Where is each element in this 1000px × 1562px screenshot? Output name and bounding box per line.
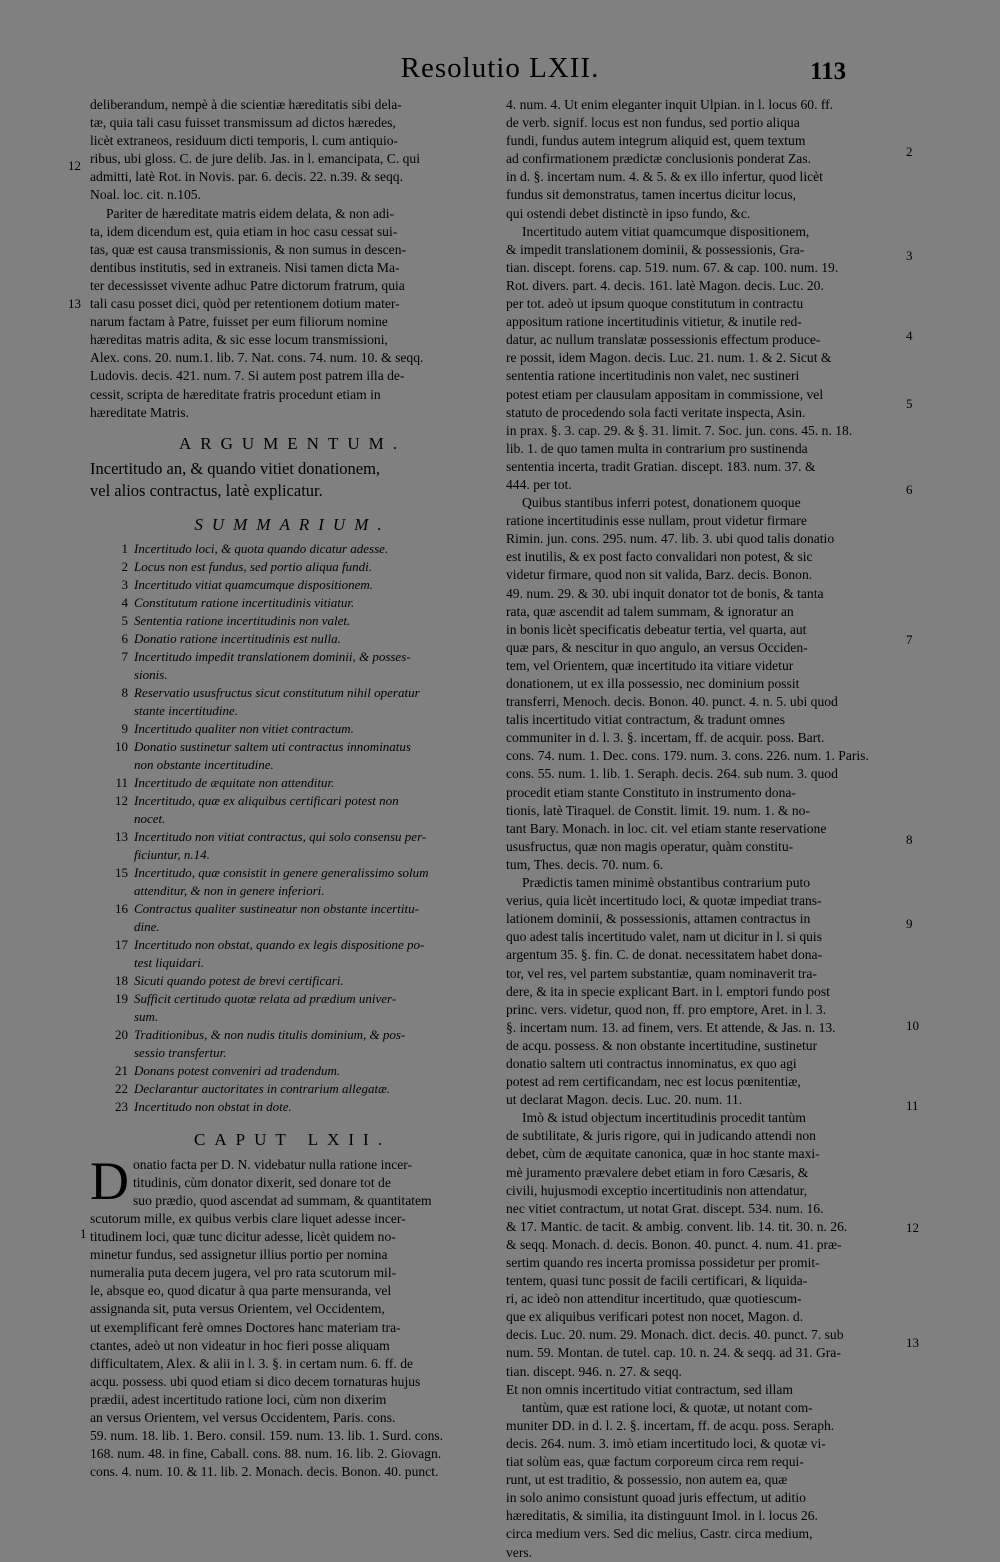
text-line: ut declarat Magon. decis. Luc. 20. num. 11. bbox=[506, 1092, 743, 1108]
summary-text: Donatio sustinetur saltem uti contractus innominatus bbox=[134, 738, 411, 754]
summary-text: Reservatio ususfructus sicut constitutum nihil operatur bbox=[134, 684, 420, 700]
summary-text-continued: attenditur, & non in genere inferiori. bbox=[134, 882, 325, 898]
summary-text: Constitutum ratione incertitudinis vitiatur. bbox=[134, 594, 355, 610]
text-line: 49. num. 29. & 30. ubi inquit donator tot de bonis, & tanta bbox=[506, 585, 824, 601]
text-line: Alex. cons. 20. num.1. lib. 7. Nat. cons. 74. num. 10. & seqq. bbox=[90, 350, 424, 366]
summary-text: Incertitudo de æquitate non attenditur. bbox=[134, 774, 335, 790]
summary-text-continued: stante incertitudine. bbox=[134, 702, 238, 718]
text-line: tian. discept. 946. n. 27. & seqq. bbox=[506, 1363, 682, 1379]
text-line: tentem, quasi tunc possit de facili certificari, & liquida- bbox=[506, 1273, 808, 1289]
argumentum-text bbox=[90, 458, 495, 502]
summary-number: 7 bbox=[121, 648, 128, 664]
text-line: le, absque eo, quod dicatur à qua parte mensuranda, vel bbox=[90, 1283, 392, 1299]
text-line: ususfructus, quæ non magis operatur, quàm constitu- bbox=[506, 838, 794, 854]
summary-number: 11 bbox=[115, 774, 128, 790]
text-line: hæreditatis, & similia, ita distinguunt Imol. in l. locus 26. bbox=[506, 1508, 818, 1524]
text-line: communiter in d. l. 3. §. incertam, ff. de acquir. poss. Bart. bbox=[506, 730, 825, 746]
summary-text-continued: nocet. bbox=[134, 810, 166, 826]
text-line: decis. Luc. 20. num. 29. Monach. dict. decis. 40. punct. 7. sub bbox=[506, 1327, 844, 1343]
summary-item bbox=[90, 900, 495, 918]
margin-number: 12 bbox=[906, 1220, 919, 1235]
summary-text: Incertitudo loci, & quota quando dicatur adesse. bbox=[134, 540, 389, 556]
summarium-list bbox=[90, 540, 495, 1116]
summary-number: 10 bbox=[115, 738, 128, 754]
text-line: deliberandum, nempè à die scientiæ hæreditatis sibi dela- bbox=[90, 97, 402, 112]
summary-number: 13 bbox=[115, 828, 128, 844]
summary-item bbox=[90, 972, 495, 990]
intro-paragraph bbox=[90, 96, 495, 205]
summary-item bbox=[90, 594, 495, 612]
summary-text: Sufficit certitudo quotæ relata ad prædium univer- bbox=[134, 990, 397, 1006]
margin-number: 2 bbox=[906, 144, 913, 159]
text-line: ri, ac ideò non attenditur incertitudo, quæ quotiescum- bbox=[506, 1291, 802, 1307]
text-line: Rot. divers. part. 4. decis. 161. latè Magon. decis. Luc. 20. bbox=[506, 277, 824, 293]
text-line: Quibus stantibus inferri potest, donationem quoque bbox=[522, 495, 801, 511]
text-line: lib. 1. de quo tamen multa in contrarium pro sustinenda bbox=[506, 440, 808, 456]
text-line: hæreditate Matris. bbox=[90, 404, 189, 420]
left-column bbox=[90, 96, 495, 1481]
text-line: ter decessisset vivente adhuc Patre dictorum fratrum, quia bbox=[90, 277, 405, 293]
margin-number: 6 bbox=[906, 482, 913, 497]
caput-heading: CAPUT LXII. bbox=[194, 1129, 391, 1149]
drop-cap: D bbox=[90, 1150, 129, 1211]
text-line: vers. bbox=[506, 1544, 533, 1560]
summary-text-continued: sionis. bbox=[134, 666, 168, 682]
argumentum-heading: ARGUMENTUM. bbox=[179, 433, 406, 453]
text-line: prædii, adest incertitudo ratione loci, cùm non dixerim bbox=[90, 1391, 387, 1407]
summary-item bbox=[90, 990, 495, 1008]
summary-item bbox=[90, 720, 495, 738]
text-line: Et non omnis incertitudo vitiat contractum, sed illam bbox=[506, 1381, 793, 1397]
summary-text-continued: non obstante incertitudine. bbox=[134, 756, 274, 772]
summary-text: Incertitudo qualiter non vitiet contractum. bbox=[134, 720, 354, 736]
text-line: Noal. loc. cit. n.105. bbox=[90, 187, 201, 203]
caput-text bbox=[90, 1150, 495, 1482]
text-line: assignanda sit, puta versus Orientem, vel Occidentem, bbox=[90, 1301, 385, 1317]
summary-text: Incertitudo non obstat in dote. bbox=[134, 1098, 292, 1114]
summary-item bbox=[90, 1098, 495, 1116]
text-line: & 17. Mantic. de tacit. & ambig. convent. lib. 14. tit. 30. n. 26. bbox=[506, 1218, 848, 1234]
summary-text: Incertitudo, quæ ex aliquibus certificari potest non bbox=[134, 792, 399, 808]
text-line: ribus, ubi gloss. C. de jure delib. Jas. in l. emancipata, C. qui bbox=[90, 151, 420, 167]
text-line: de acqu. possess. & non obstante incertitudine, sustinetur bbox=[506, 1037, 818, 1053]
text-line: in d. §. incertam num. 4. & 5. & ex illo infertur, quod licèt bbox=[506, 169, 823, 185]
text-line: procedit etiam stante Constituto in instrumento dona- bbox=[506, 784, 796, 800]
summary-number: 23 bbox=[115, 1098, 128, 1114]
margin-number: 4 bbox=[906, 328, 913, 343]
text-line: tian. discept. forens. cap. 519. num. 67. & cap. 100. num. 19. bbox=[506, 259, 839, 275]
text-line: tionis, latè Tiraquel. de Constit. limit. 19. num. 1. & no- bbox=[506, 802, 810, 818]
text-line: minetur fundus, sed assignetur illius portio per nomina bbox=[90, 1247, 388, 1263]
summary-number: 19 bbox=[115, 990, 128, 1006]
text-line: titudinis, cùm donator dixerit, sed donare tot de bbox=[133, 1174, 391, 1190]
summary-text: Incertitudo non vitiat contractus, qui solo consensu per- bbox=[134, 828, 427, 844]
summary-text: Incertitudo non obstat, quando ex legis dispositione po- bbox=[134, 936, 425, 952]
margin-number: 13 bbox=[68, 296, 81, 311]
summary-text: Contractus qualiter sustineatur non obstante incertitu- bbox=[134, 900, 419, 916]
summary-text: Donatio ratione incertitudinis est nulla. bbox=[134, 630, 341, 646]
summary-number: 6 bbox=[121, 630, 128, 646]
summary-text: Sententia ratione incertitudinis non valet. bbox=[134, 612, 351, 628]
text-line: tas, quæ est causa transmissionis, & non sumus in descen- bbox=[90, 241, 407, 257]
text-line: tiat solùm eas, quæ factum corporeum circa rem requi- bbox=[506, 1454, 804, 1470]
text-line: 168. num. 48. in fine, Caball. cons. 88. num. 16. lib. 2. Giovagn. bbox=[90, 1446, 442, 1462]
text-line: sententia ratione incertitudinis non valet, nec sustineri bbox=[506, 368, 800, 384]
summary-text-continued: sum. bbox=[134, 1008, 159, 1024]
text-line: verius, quia licèt incertitudo loci, & quotæ impediat trans- bbox=[506, 893, 822, 909]
text-line: an versus Orientem, vel versus Occidentem, Paris. cons. bbox=[90, 1410, 396, 1425]
text-line: Rimin. jun. cons. 295. num. 47. lib. 3. ubi quod talis donatio bbox=[506, 531, 835, 547]
text-line: in bonis licèt specificatis debeatur tertia, vel quarta, aut bbox=[506, 621, 807, 637]
summary-number: 3 bbox=[121, 576, 128, 592]
text-line: tem, vel Orientem, quæ incertitudo ita vitiare videtur bbox=[506, 657, 794, 673]
text-line: vel alios contractus, latè explicatur. bbox=[90, 480, 323, 500]
summary-text: Sicuti quando potest de brevi certificari. bbox=[134, 972, 344, 988]
summary-text: Locus non est fundus, sed portio aliqua fundi. bbox=[134, 558, 372, 574]
summary-number: 21 bbox=[115, 1062, 128, 1078]
text-line: in solo animo consistunt quoad juris effectum, ut aditio bbox=[506, 1490, 806, 1506]
summary-item bbox=[90, 738, 495, 756]
margin-number: 7 bbox=[906, 632, 913, 647]
text-line: numeralia puta decem jugera, vel pro rata scutorum mil- bbox=[90, 1265, 397, 1281]
text-line: 59. num. 18. lib. 1. Bero. consil. 159. num. 13. lib. 1. Surd. cons. bbox=[90, 1428, 444, 1444]
text-line: argentum 35. §. fin. C. de donat. necessitatem habet dona- bbox=[506, 947, 823, 963]
text-line: tum, Thes. decis. 70. num. 6. bbox=[506, 856, 664, 872]
text-line: circa medium vers. Sed dic melius, Castr. circa medium, bbox=[506, 1526, 813, 1542]
summary-number: 12 bbox=[115, 792, 128, 808]
summary-text: Incertitudo impedit translationem dominii, & posses- bbox=[134, 648, 411, 664]
summary-number: 5 bbox=[121, 612, 128, 628]
text-line: fundus sit demonstratus, tamen incertus dicitur locus, bbox=[506, 187, 796, 203]
text-line: num. 59. Montan. de tutel. cap. 10. n. 24. & seqq. ad 31. Gra- bbox=[506, 1345, 841, 1361]
summary-item bbox=[90, 648, 495, 666]
summary-item bbox=[90, 1080, 495, 1098]
text-line: cessit, scripta de hæreditate fratris procedunt etiam in bbox=[90, 386, 381, 402]
text-line: licèt extraneos, residuum dicti temporis, l. cum antiquio- bbox=[90, 133, 399, 149]
summary-item bbox=[90, 576, 495, 594]
text-line: Incertitudo autem vitiat quamcumque dispositionem, bbox=[522, 223, 810, 239]
text-line: scutorum mille, ex quibus verbis clare liquet adesse incer- bbox=[90, 1210, 406, 1226]
text-line: Prædictis tamen minimè obstantibus contrarium puto bbox=[522, 875, 811, 891]
text-line: hæreditas matris adita, & sic esse locum transmissioni, bbox=[90, 332, 388, 348]
text-line: decis. 264. num. 3. imò etiam incertitudo loci, & quotæ vi- bbox=[506, 1435, 826, 1451]
summary-item bbox=[90, 864, 495, 882]
paragraph-matris bbox=[90, 205, 495, 422]
summary-item bbox=[90, 612, 495, 630]
summary-number: 18 bbox=[115, 972, 128, 988]
summary-item bbox=[90, 1026, 495, 1044]
text-line: Imò & istud objectum incertitudinis procedit tantùm bbox=[522, 1110, 806, 1126]
text-line: re possit, idem Magon. decis. Luc. 21. num. 1. & 2. Sicut & bbox=[506, 350, 832, 366]
summary-text: Traditionibus, & non nudis titulis dominium, & pos- bbox=[134, 1026, 406, 1042]
text-line: datur, ac nullum translatæ possessionis effectum produce- bbox=[506, 332, 821, 348]
summary-text: Donans potest conveniri ad tradendum. bbox=[134, 1062, 341, 1078]
summary-number: 17 bbox=[115, 936, 128, 952]
summary-number: 20 bbox=[115, 1026, 128, 1042]
text-line: donationem, ut ex illa possessio, nec dominium possit bbox=[506, 676, 800, 691]
text-line: appositum ratione incertitudinis vitietur, & inutile red- bbox=[506, 314, 802, 330]
summary-item bbox=[90, 936, 495, 954]
text-line: tantùm, quæ est ratione loci, & quotæ, ut notant com- bbox=[522, 1399, 813, 1415]
text-line: tæ, quia tali casu fuisset transmissum ad dictos hæredes, bbox=[90, 115, 396, 131]
text-line: onatio facta per D. N. videbatur nulla ratione incer- bbox=[133, 1156, 413, 1172]
summary-item bbox=[90, 774, 495, 792]
text-line: ctantes, adeò ut non videatur in hoc fieri posse aliquam bbox=[90, 1337, 390, 1353]
margin-number: 9 bbox=[906, 916, 913, 931]
margin-number: 11 bbox=[906, 1098, 919, 1113]
text-line: de subtilitate, & juris rigore, qui in judicando attendi non bbox=[506, 1128, 816, 1144]
summary-text-continued: sessio transfertur. bbox=[134, 1044, 227, 1060]
text-line: tali casu posset dici, quòd per retentionem dotium mater- bbox=[90, 296, 400, 312]
margin-number: 5 bbox=[906, 396, 913, 411]
text-line: nec vitiet contractum, ut notat Grat. discept. 534. num. 16. bbox=[506, 1200, 824, 1216]
text-line: potest etiam per clausulam appositam in commissione, vel bbox=[506, 386, 824, 402]
text-line: titudinem loci, quæ tunc dicitur adesse, licèt quidem no- bbox=[90, 1229, 396, 1245]
summary-item bbox=[90, 558, 495, 576]
text-line: quo adest talis incertitudo valet, nam ut dicitur in l. si quis bbox=[506, 929, 823, 945]
text-line: in prax. §. 3. cap. 29. & §. 31. limit. 7. Soc. jun. cons. 45. n. 18. bbox=[506, 422, 853, 438]
text-line: per tot. adeò ut ipsum quoque constitutum in contractu bbox=[506, 296, 804, 312]
summary-number: 8 bbox=[121, 684, 128, 700]
summary-number: 1 bbox=[121, 540, 128, 556]
text-line: §. incertam num. 13. ad finem, vers. Et attende, & Jas. n. 13. bbox=[506, 1019, 836, 1035]
text-line: difficultatem, Alex. & alii in l. 3. §. in certam num. 6. ff. de bbox=[90, 1355, 414, 1371]
text-line: 4. num. 4. Ut enim eleganter inquit Ulpian. in l. locus 60. ff. bbox=[506, 97, 834, 112]
text-line: Ludovis. decis. 421. num. 7. Si autem post patrem illa de- bbox=[90, 368, 405, 384]
summary-text: Declarantur auctoritates in contrarium allegatæ. bbox=[134, 1080, 391, 1096]
text-line: cons. 55. num. 1. lib. 1. Seraph. decis. 264. sub num. 3. quod bbox=[506, 766, 838, 782]
summary-item bbox=[90, 828, 495, 846]
text-line: quæ pars, & nescitur in quo angulo, an versus Occiden- bbox=[506, 639, 808, 655]
text-line: de verb. signif. locus est non fundus, sed portio aliqua bbox=[506, 115, 800, 131]
margin-number: 10 bbox=[906, 1018, 919, 1033]
summary-number: 2 bbox=[121, 558, 128, 574]
page-title: Resolutio LXII. bbox=[400, 52, 600, 84]
text-line: princ. vers. videtur, quod non, ff. pro emptore, Aret. in l. 3. bbox=[506, 1001, 827, 1017]
text-line: 444. per tot. bbox=[506, 476, 572, 492]
text-line: cons. 4. num. 10. & 11. lib. 2. Monach. decis. Bonon. 40. punct. bbox=[90, 1464, 439, 1480]
text-line: ratione incertitudinis esse nullam, prout videtur firmare bbox=[506, 513, 807, 529]
text-line: runt, ut est traditio, & possessio, non autem ea, quæ bbox=[506, 1472, 788, 1488]
text-line: narum factam à Patre, fuisset per eum filiorum nomine bbox=[90, 314, 388, 330]
text-line: sertim quando res incerta promissa possidetur per promit- bbox=[506, 1255, 820, 1270]
summary-item bbox=[90, 1062, 495, 1080]
text-line: suo prædio, quod ascendat ad summam, & quantitatem bbox=[133, 1192, 432, 1208]
text-line: cons. 74. num. 1. Dec. cons. 179. num. 3. cons. 226. num. 1. Paris. bbox=[506, 748, 869, 764]
text-line: dere, & ita in specie explicant Bart. in l. emptori fundo post bbox=[506, 983, 830, 999]
text-line: rata, quæ ascendit ad talem summam, & ignoratur an bbox=[506, 603, 794, 619]
text-line: dentibus institutis, sed in extraneis. Nisi tamen dicta Ma- bbox=[90, 259, 400, 275]
text-line: civili, hujusmodi exceptio incertitudinis non attendatur, bbox=[506, 1182, 808, 1198]
summary-item bbox=[90, 540, 495, 558]
text-line: muniter DD. in d. l. 2. §. incertam, ff. de acqu. poss. Seraph. bbox=[506, 1417, 835, 1433]
right-column bbox=[506, 96, 898, 1562]
text-line: talis incertitudo vitiat contractum, & tradunt omnes bbox=[506, 712, 785, 728]
text-line: debet, cùm de æquitate canonica, quæ in hoc stante maxi- bbox=[506, 1146, 820, 1162]
text-line: est inutilis, & ex post facto convalidari non potest, & sic bbox=[506, 549, 813, 565]
text-line: admitti, latè Rot. in Novis. par. 6. decis. 22. n.39. & seqq. bbox=[90, 169, 404, 185]
margin-number: 8 bbox=[906, 832, 913, 847]
summary-item bbox=[90, 630, 495, 648]
text-line: tor, vel res, vel partem substantiæ, quam nominaverit tra- bbox=[506, 965, 817, 981]
summary-number: 4 bbox=[121, 594, 128, 610]
summary-text-continued: test liquidari. bbox=[134, 954, 205, 970]
summary-number: 16 bbox=[115, 900, 128, 916]
text-line: Incertitudo an, & quando vitiet donationem, bbox=[90, 458, 381, 478]
margin-number: 3 bbox=[906, 248, 913, 263]
margin-number: 12 bbox=[68, 158, 81, 173]
text-line: & seqq. Monach. d. decis. Bonon. 40. punct. 4. num. 41. præ- bbox=[506, 1236, 842, 1252]
text-line: sententia incerta, tradit Gratian. discept. 183. num. 37. & bbox=[506, 458, 816, 474]
text-line: fundi, fundus autem integrum aliquid est, quem textum bbox=[506, 133, 806, 149]
summary-number: 22 bbox=[115, 1080, 128, 1096]
margin-number: 13 bbox=[906, 1335, 919, 1350]
text-line: ta, idem dicendum est, quia etiam in hoc casu cessat sui- bbox=[90, 223, 398, 239]
text-line: qui ostendi debet distinctè in ipso fundo, &c. bbox=[506, 205, 751, 221]
text-line: lationem dominii, & possessionis, attamen contractus in bbox=[506, 911, 811, 927]
text-line: donatio saltem uti contractus innominatus, ex quo agi bbox=[506, 1055, 797, 1071]
text-line: acqu. possess. ubi quod etiam si dico decem tornaturas hujus bbox=[90, 1373, 421, 1389]
summary-text-continued: dine. bbox=[134, 918, 160, 934]
text-line: que ex aliquibus verificari potest non nocet, Magon. d. bbox=[506, 1309, 804, 1325]
text-line: transferri, Menoch. decis. Bonon. 40. punct. 4. n. 5. ubi quod bbox=[506, 694, 838, 710]
text-line: ut exemplificant ferè omnes Doctores hanc materiam tra- bbox=[90, 1319, 401, 1335]
text-line: Pariter de hæreditate matris eidem delata, & non adi- bbox=[106, 205, 395, 221]
text-line: ad confirmationem prædictæ conclusionis ponderat Zas. bbox=[506, 151, 812, 167]
summary-item bbox=[90, 792, 495, 810]
summary-text: Incertitudo vitiat quamcumque dispositionem. bbox=[134, 576, 374, 592]
text-line: tant Bary. Monach. in loc. cit. vel etiam stante reservatione bbox=[506, 820, 827, 836]
text-line: potest ad rem certificandam, nec est locus pœnitentiæ, bbox=[506, 1074, 801, 1090]
summary-text-continued: ficiuntur, n.14. bbox=[134, 846, 210, 862]
summary-text: Incertitudo, quæ consistit in genere generalissimo solum bbox=[134, 864, 429, 880]
text-line: & impedit translationem dominii, & possessionis, Gra- bbox=[506, 241, 805, 257]
page-number: 113 bbox=[810, 58, 847, 85]
summary-item bbox=[90, 684, 495, 702]
text-line: mè juramento prævalere debet etiam in foro Cæsaris, & bbox=[506, 1164, 809, 1180]
summary-number: 9 bbox=[121, 720, 128, 736]
summarium-heading: SUMMARIUM. bbox=[194, 514, 391, 534]
text-line: statuto de procedendo sola facti veritate inspecta, Asin. bbox=[506, 404, 806, 420]
margin-number: 1 bbox=[80, 1226, 87, 1241]
summary-number: 15 bbox=[115, 864, 128, 880]
text-line: videtur firmare, quod non sit valida, Barz. decis. Bonon. bbox=[506, 567, 813, 583]
